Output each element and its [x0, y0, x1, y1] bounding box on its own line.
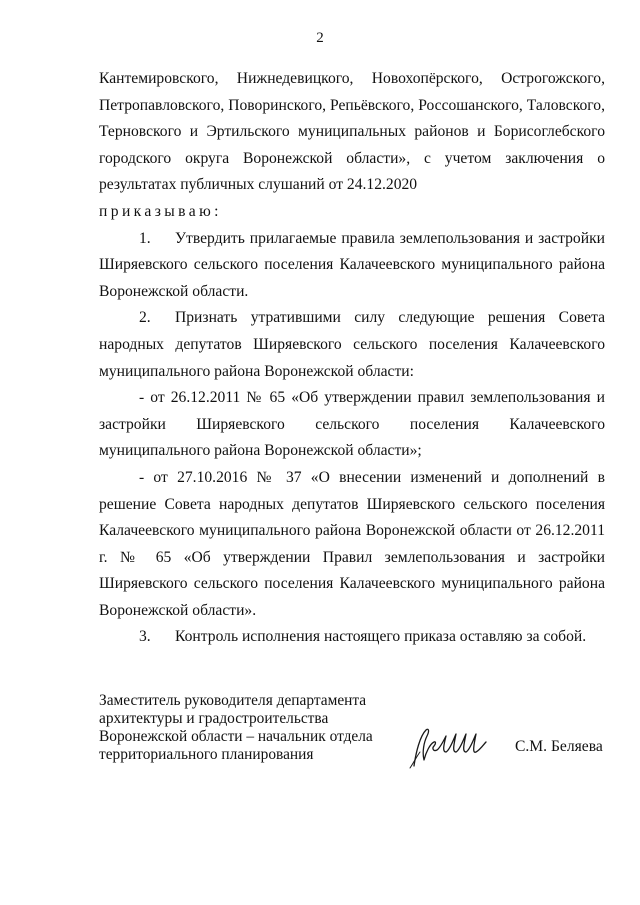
item-text: Признать утратившими силу следующие решения Совета народных депутатов Ширяевского сельского поселения Калачеевского муниципального района Воронежской области:: [99, 309, 605, 380]
handwritten-signature: [400, 722, 500, 772]
order-item-2-sub-2: - от 27.10.2016 № 37 «О внесении изменений и дополнений в решение Совета народных депутатов Ширяевского сельского поселения Калачеевского муниципального района Воронежской области от 26.12.2011 г. № 65 «Об утверждении Правил землепользования и застройки Ширяевского сельского поселения Калачеевского муниципального района Воронежской области».: [99, 468, 605, 619]
order-item-2-sub-1: - от 26.12.2011 № 65 «Об утверждении правил землепользования и застройки Ширяевского сельского поселения Калачеевского муниципального района Воронежской области»;: [99, 389, 605, 460]
item-number: 3.: [139, 628, 151, 646]
order-item-3: [99, 624, 605, 651]
item-number: 1.: [139, 229, 151, 247]
position-line: Заместитель руководителя департамента: [99, 692, 367, 709]
order-item-2: [99, 305, 605, 385]
intro-paragraph: Кантемировского, Нижнедевицкого, Новохопёрского, Острогожского, Петропавловского, Поворинского, Репьёвского, Россошанского, Таловского, Терновского и Эртильского муниципальных районов и Борисоглебского городского округа Воронежской области», с учетом заключения о результатах публичных слушаний от 24.12.2020: [99, 70, 605, 194]
position-line: Воронежской области – начальник отдела: [99, 728, 373, 745]
position-line: архитектуры и градостроительства: [99, 710, 329, 727]
document-body: [99, 66, 605, 651]
item-text: Контроль исполнения настоящего приказа оставляю за собой.: [175, 628, 587, 646]
order-word: приказываю:: [99, 202, 222, 220]
page-number: 2: [316, 30, 324, 46]
signer-name: С.М. Беляева: [515, 738, 603, 755]
item-number: 2.: [139, 309, 151, 327]
order-item-1: [99, 226, 605, 306]
item-text: Утвердить прилагаемые правила землепользования и застройки Ширяевского сельского поселения Калачеевского муниципального района Воронежской области.: [99, 229, 605, 300]
signatory-position: [99, 692, 389, 764]
position-line: территориального планирования: [99, 746, 314, 763]
